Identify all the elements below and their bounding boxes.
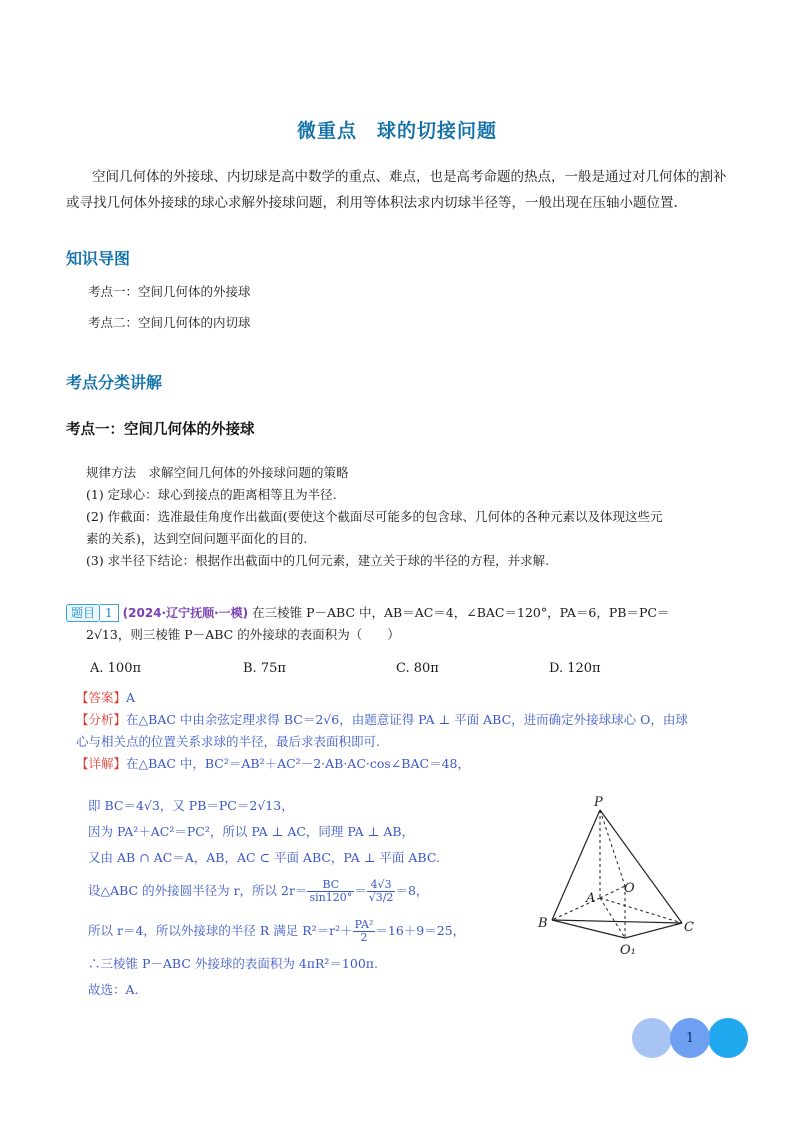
answer-label: 【答案】 xyxy=(76,690,127,705)
knowledge-item-1: 考点一：空间几何体的外接球 xyxy=(88,284,251,299)
solution-block xyxy=(76,687,746,775)
label-O: O xyxy=(624,881,635,896)
fraction-4root3: $\frac{4√3}{√3/2}$ xyxy=(368,877,394,904)
answer-value: A xyxy=(126,690,136,705)
section-heading: 考点分类讲解 xyxy=(66,373,163,392)
intro-paragraph xyxy=(66,164,734,216)
detail-label: 【详解】 xyxy=(76,756,127,771)
detail-line-8: 故选：A. xyxy=(88,982,139,997)
label-O1: O₁ xyxy=(620,943,636,958)
page-badge-circle-right xyxy=(708,1018,748,1058)
detail-line-5: 设△ABC 的外接圆半径为 r，所以 2r＝ $\frac{BC}{\sin 120^\circ}$ ＝ $\frac{4√3}{√3/2}$ ＝8， xyxy=(88,877,429,904)
page-badge-circle-left xyxy=(632,1018,672,1058)
problem-tag: 题目 xyxy=(66,604,100,622)
page-number: 1 xyxy=(685,1030,695,1046)
problem-source: (2024·辽宁抚顺·一模) xyxy=(122,606,249,620)
page-number-badge xyxy=(670,1018,710,1058)
label-C: C xyxy=(684,920,694,935)
option-b: B. 75π xyxy=(243,661,286,676)
option-d: D. 120π xyxy=(549,661,601,676)
detail-line-6: 所以 r＝4，所以外接球的半径 R 满足 R²＝r²＋ $\frac{\text{PA²}}{2}$ ＝16＋9＝25， xyxy=(88,917,466,944)
method-p3: (3) 求半径下结论：根据作出截面中的几何元素，建立关于球的半径的方程，并求解. xyxy=(86,553,550,568)
method-p1: (1) 定球心：球心到接点的距离相等且为半径. xyxy=(86,487,337,502)
detail-line-1: 在△BAC 中，BC²＝AB²＋AC²－2·AB·AC·cos∠BAC＝48， xyxy=(126,756,470,771)
detail-line-4: 又由 AB ∩ AC＝A，AB，AC ⊂ 平面 ABC，PA ⊥ 平面 ABC. xyxy=(88,850,440,865)
analysis-label: 【分析】 xyxy=(76,712,127,727)
method-p2a: (2) 作截面：选准最佳角度作出截面(要使这个截面尽可能多的包含球、几何体的各种元素以及体现这些元 xyxy=(86,509,663,524)
page-title: 微重点 球的切接问题 xyxy=(296,120,497,142)
label-B: B xyxy=(538,916,548,931)
knowledge-item-2: 考点二：空间几何体的内切球 xyxy=(88,315,251,330)
detail-steps xyxy=(88,793,528,1003)
detail-line-3: 因为 PA²＋AC²＝PC²，所以 PA ⊥ AC，同理 PA ⊥ AB， xyxy=(88,824,415,839)
problem-block xyxy=(66,602,746,646)
analysis-line-2: 心与相关点的位置关系求球的半径，最后求表面积即可. xyxy=(76,734,380,749)
problem-text-1: 在三棱锥 P－ABC 中，AB＝AC＝4，∠BAC＝120°，PA＝6，PB＝PC＝ xyxy=(252,605,670,620)
detail-line-2: 即 BC＝4√3，又 PB＝PC＝2√13， xyxy=(88,798,294,813)
intro-line-2: 或寻找几何体外接球的球心求解外接球问题，利用等体积法求内切球半径等，一般出现在压轴小题位置. xyxy=(66,195,678,211)
method-block xyxy=(86,462,746,572)
fraction-bc-sin: $\frac{BC}{\sin 120^\circ}$ xyxy=(309,877,353,904)
topic-heading: 考点一：空间几何体的外接球 xyxy=(66,422,255,438)
option-a: A. 100π xyxy=(90,661,142,676)
fraction-pa2: $\frac{\text{PA²}}{2}$ xyxy=(354,917,374,944)
problem-text-2: 2√13，则三棱锥 P－ABC 的外接球的表面积为（ ） xyxy=(86,627,400,642)
analysis-line-1: 在△BAC 中由余弦定理求得 BC＝2√6，由题意证得 PA ⊥ 平面 ABC，进而确定外接球球心 O，由球 xyxy=(126,712,688,727)
method-title: 规律方法 求解空间几何体的外接球问题的策略 xyxy=(86,465,349,480)
option-c: C. 80π xyxy=(396,661,439,676)
detail-line-7: ∴三棱锥 P－ABC 外接球的表面积为 4πR²＝100π. xyxy=(88,956,378,971)
knowledge-map-heading: 知识导图 xyxy=(66,249,131,268)
label-A: A xyxy=(586,891,596,906)
problem-number: 1 xyxy=(100,604,119,622)
label-P: P xyxy=(594,795,603,810)
tetrahedron-figure xyxy=(530,790,710,960)
intro-line-1: 空间几何体的外接球、内切球是高中数学的重点、难点，也是高考命题的热点，一般是通过对几何体的割补 xyxy=(92,169,727,185)
method-p2b: 素的关系)，达到空间问题平面化的目的. xyxy=(86,531,308,546)
